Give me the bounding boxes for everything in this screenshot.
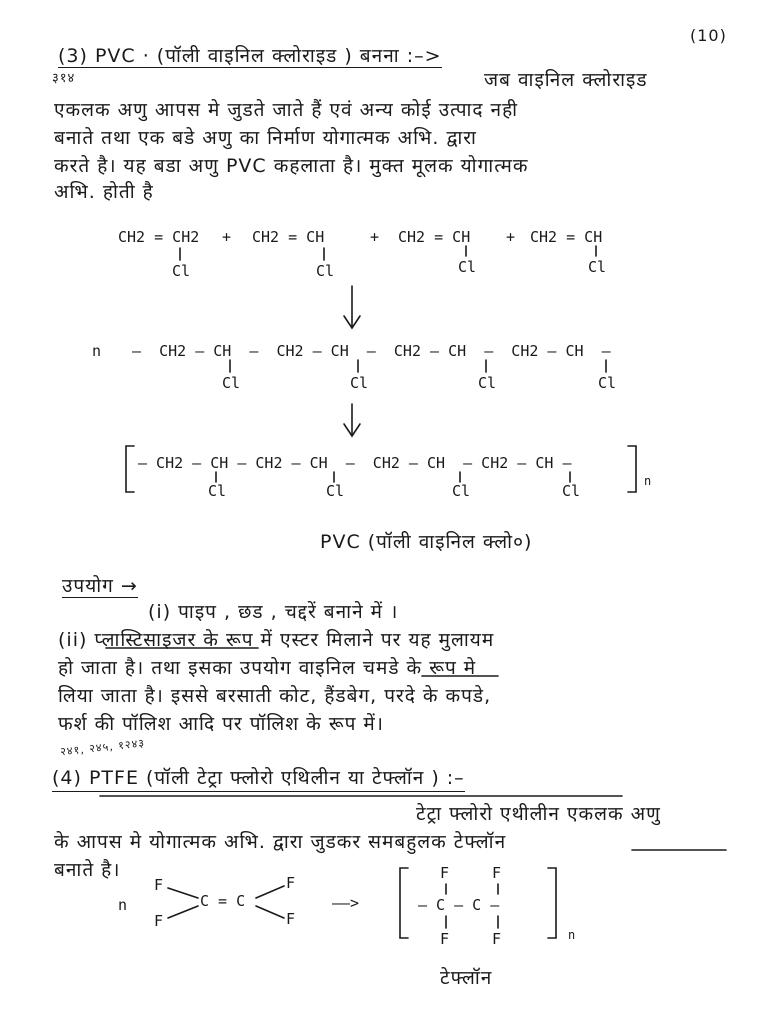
plus-3: + xyxy=(506,228,516,246)
pvc-para-line-0: जब वाइनिल क्लोराइड xyxy=(484,69,648,91)
reactant-1: CH2 = CH2 xyxy=(118,228,200,246)
polymer-cl-1: Cl xyxy=(208,482,227,500)
uses-item-2-line-3: फर्श की पॉलिश आदि पर पॉलिश के रूप में। xyxy=(58,713,384,735)
pvc-para-line-1: एकलक अणु आपस मे जुडते जाते हैं एवं अन्य कोई उत्पाद नही xyxy=(54,99,519,121)
chain-line: – CH2 – CH – CH2 – CH – CH2 – CH – CH2 – CH – xyxy=(132,342,611,360)
pvc-caption: PVC (पॉली वाइनिल क्लो०) xyxy=(320,531,533,553)
ptfe-heading-text: (4) PTFE (पॉली टेट्रा फ्लोरो एथिलीन या टेफ्लॉन ) :– xyxy=(52,767,465,792)
polymer-line: – CH2 – CH – CH2 – CH – CH2 – CH – CH2 – CH – xyxy=(138,454,572,472)
reactant-2: CH2 = CH xyxy=(252,228,325,246)
reactant-cl-3: Cl xyxy=(458,258,477,276)
repeat-f-1: F xyxy=(440,864,450,882)
reactant-cl-4: Cl xyxy=(588,258,607,276)
uses-item-1: (i) पाइप , छड , चद्दरें बनाने में । xyxy=(148,601,399,623)
uses-margin-note: २४१, २४५, १२४३ xyxy=(59,736,146,759)
pvc-para-line-4: अभि. होती है xyxy=(54,181,154,203)
bond-line xyxy=(256,886,284,898)
monomer-f-3: F xyxy=(286,874,296,892)
monomer-f-4: F xyxy=(286,910,296,928)
repeat-subscript: n xyxy=(568,928,576,942)
reactant-3: CH2 = CH xyxy=(398,228,471,246)
uses-item-2-line-1: हो जाता है। तथा इसका उपयोग वाइनिल चमडे के रूप मे xyxy=(58,657,477,679)
chain-cl-4: Cl xyxy=(598,374,617,392)
ptfe-para-line-2: बनाते है। xyxy=(54,859,121,881)
ptfe-caption: टेफ्लॉन xyxy=(440,967,493,989)
pvc-para-line-3: करते है। यह बडा अणु PVC कहलाता है। मुक्त मूलक योगात्मक xyxy=(54,155,529,177)
bond-line xyxy=(256,906,284,918)
page-number: (10) xyxy=(690,26,727,45)
monomer-center: C = C xyxy=(200,892,246,910)
polymer-cl-2: Cl xyxy=(326,482,345,500)
reactant-cl-1: Cl xyxy=(172,262,191,280)
repeat-f-2: F xyxy=(492,864,502,882)
polymer-bracket-right xyxy=(628,446,636,492)
ptfe-bracket-left xyxy=(400,868,408,938)
chain-n: n xyxy=(92,342,102,360)
repeat-f-4: F xyxy=(492,930,502,948)
bond-line xyxy=(168,906,198,918)
uses-heading-text: उपयोग → xyxy=(62,575,138,597)
polymer-cl-3: Cl xyxy=(452,482,471,500)
ptfe-para-line-1: के आपस मे योगात्मक अभि. द्वारा जुडकर समबहुलक टेफ्लॉन xyxy=(54,831,507,853)
chain-cl-2: Cl xyxy=(350,374,369,392)
plus-1: + xyxy=(222,228,232,246)
reactant-4: CH2 = CH xyxy=(530,228,603,246)
bond-line xyxy=(168,888,198,898)
uses-item-2-line-2: लिया जाता है। इससे बरसाती कोट, हैंडबेग, परदे के कपडे, xyxy=(58,685,492,707)
polymer-cl-4: Cl xyxy=(562,482,581,500)
pvc-note: ३१४ xyxy=(52,71,76,86)
chain-cl-1: Cl xyxy=(222,374,241,392)
ptfe-bracket-right xyxy=(548,868,556,938)
repeat-center: – C – C – xyxy=(418,896,500,914)
reactant-cl-2: Cl xyxy=(316,262,335,280)
pvc-heading-text: (3) PVC · (पॉली वाइनिल क्लोराइड ) बनना :–> xyxy=(58,45,442,67)
chain-cl-3: Cl xyxy=(478,374,497,392)
ptfe-n: n xyxy=(118,896,128,914)
ptfe-reaction-arrow: ——> xyxy=(332,894,360,912)
monomer-f-2: F xyxy=(154,912,164,930)
pvc-para-line-2: बनाते तथा एक बडे अणु का निर्माण योगात्मक अभि. द्वारा xyxy=(54,127,477,149)
repeat-f-3: F xyxy=(440,930,450,948)
uses-item-2-line-0: (ii) प्लास्टिसाइजर के रूप में एस्टर मिलाने पर यह मुलायम xyxy=(58,629,495,651)
polymer-bracket-left xyxy=(126,446,134,492)
plus-2: + xyxy=(370,228,380,246)
polymer-subscript: n xyxy=(644,474,652,488)
ptfe-para-line-0: टेट्रा फ्लोरो एथीलीन एकलक अणु xyxy=(416,803,661,825)
monomer-f-1: F xyxy=(154,876,164,894)
